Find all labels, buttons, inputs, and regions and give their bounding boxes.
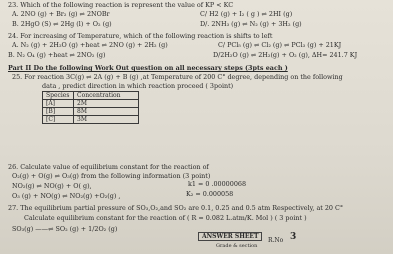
table-cell: [A]: [43, 100, 74, 108]
q27-reaction: SO₃(g) ——⇌ SO₂ (g) + 1/2O₂ (g): [12, 225, 118, 233]
question-24: 24. For increasing of Temperature, which of the following reaction is shifts to left: [8, 32, 273, 40]
question-27: 27. The equilibrium partial pressure of SO₃,O₂,and SO₂ are 0.1, 0.25 and 0.5 atm Respectively, at 20 C°: [8, 204, 344, 212]
handwritten-mark: 3: [290, 232, 297, 242]
part-2-heading: Part II Do the following Work Out question on all necessary steps (3pts each ): [8, 64, 288, 72]
table-header: Concentration: [74, 92, 139, 100]
table-header: Species: [43, 92, 74, 100]
q25-instruction: data , predict direction in which reaction proceed ( 3point): [42, 82, 234, 90]
question-23: 23. Which of the following reaction is represent the value of KP < KC: [8, 1, 234, 9]
answer-sheet-label: [198, 232, 262, 241]
question-26: 26. Calculate value of equilibrium constant for the reaction of: [8, 163, 209, 171]
table-cell: 8M: [74, 108, 139, 116]
table-cell: 3M: [74, 116, 139, 124]
q24-option-a: A. N₂ (g) + 2H₂O (g) +heat ⇌ 2NO (g) + 2H₂ (g): [12, 41, 168, 49]
grade-section-label: Grade & section: [216, 243, 258, 249]
q24-option-c: C/ PCl₅ (g) ⇌ Cl₂ (g) ⇌ PCl₃ (g) + 21KJ: [218, 41, 342, 49]
q26-reaction-2: O₃ (g) + NO(g) ⇌ NO₂(g) +O₂(g) ,: [12, 192, 121, 200]
table-row: [43, 108, 139, 116]
q26-reaction-1: NO₂(g) ⇌ NO(g) + O( g),: [12, 182, 92, 190]
table-row: [43, 116, 139, 124]
question-25: 25. For reaction 3C(g) ⇌ 2A (g) + B (g) ,at Temperature of 200 C° degree, depending on the following: [12, 73, 343, 81]
roll-number-label: R.No: [268, 237, 284, 244]
table-cell: [B]: [43, 108, 74, 116]
q23-option-d: D/. 2NH₃ (g) ⇌ N₂ (g) + 3H₂ (g): [200, 20, 302, 28]
table-header-row: [43, 92, 139, 100]
q27-instruction: Calculate equilibrium constant for the reaction of ( R = 0.082 L.atm/K. Mol ) ( 3 point ): [24, 214, 307, 222]
table-cell: [C]: [43, 116, 74, 124]
table-row: [43, 100, 139, 108]
q23-option-c: C/ H2 (g) + I₂ ( g ) ⇌ 2HI (g): [200, 10, 293, 18]
q23-option-b: B. 2HgO (S) ⇌ 2Hg (l) + O₂ (g): [12, 20, 112, 28]
concentration-table: [42, 91, 139, 124]
q24-option-d: D/2H₂O (g) ⇌ 2H₂(g) + O₂ (g), ΔH= 241.7 KJ: [213, 51, 358, 59]
q26-k2: K₂ = 0.000058: [186, 190, 234, 198]
q26-k1: k1 = 0 .00000068: [188, 180, 247, 188]
q24-option-b: B. N₂ O₄ (g) +heat ⇌ 2NO₂ (g): [8, 51, 106, 59]
q26-target-reaction: O₂(g) + O(g) ⇌ O₃(g) from the following information (3 point): [12, 172, 211, 180]
table-cell: 2M: [74, 100, 139, 108]
q23-option-a: A. 2NO (g) + Br₂ (g) ⇌ 2NOBr: [12, 10, 110, 18]
answer-sheet-title: ANSWER SHEET: [198, 232, 262, 241]
